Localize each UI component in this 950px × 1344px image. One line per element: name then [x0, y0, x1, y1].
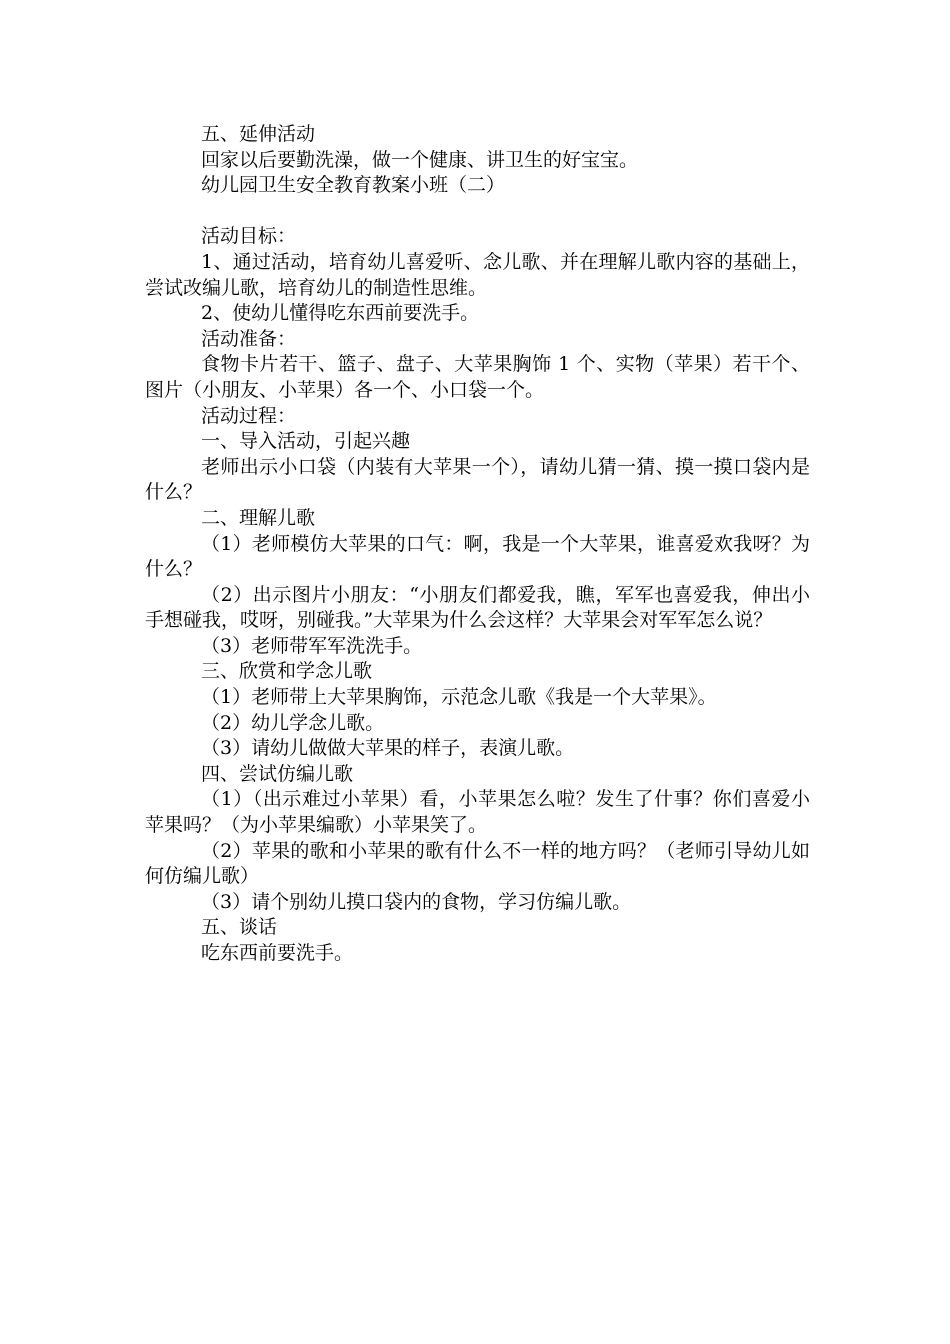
body-paragraph: 吃东西前要洗手。 [201, 942, 354, 964]
section-heading-activity-process: 活动过程： [201, 404, 297, 427]
list-item: （2）苹果的歌和小苹果的歌有什么不一样的地方吗？（老师引导幼儿如何仿编儿歌） [145, 839, 810, 888]
list-item: （1）（出示难过小苹果）看，小苹果怎么啦？发生了什事？你们喜爱小苹果吗？（为小苹果编歌）小苹果笑了。 [145, 788, 810, 837]
list-item: （2）出示图片小朋友：“小朋友们都爱我，瞧，军军也喜爱我，伸出小手想碰我，哎呀，别碰我。”大苹果为什么会这样？大苹果会对军军怎么说？ [145, 583, 810, 632]
section-heading-activity-preparation: 活动准备： [201, 327, 297, 350]
goal-item-2: 2、使幼儿懂得吃东西前要洗手。 [201, 302, 480, 325]
preparation-paragraph: 食物卡片若干、篮子、盘子、大苹果胸饰 1 个、实物（苹果）若干个、图片（小朋友、小苹果）各一个、小口袋一个。 [145, 353, 810, 401]
list-item: （1）老师模仿大苹果的口气：啊，我是一个大苹果，谁喜爱欢我呀？为什么？ [145, 532, 810, 581]
list-item: （3）老师带军军洗洗手。 [201, 634, 423, 657]
step-heading-talk: 五、谈话 [201, 916, 278, 939]
section-heading-extension-activity: 五、延伸活动 [201, 123, 316, 145]
list-item: （1）老师带上大苹果胸饰，示范念儿歌《我是一个大苹果》。 [201, 686, 717, 709]
list-item: （3）请个别幼儿摸口袋内的食物，学习仿编儿歌。 [201, 890, 632, 913]
document-body [145, 122, 810, 967]
step-heading-introduction: 一、导入活动，引起兴趣 [201, 430, 411, 453]
step-heading-understand-rhyme: 二、理解儿歌 [201, 506, 316, 529]
body-paragraph: 老师出示小口袋（内装有大苹果一个），请幼儿猜一猜、摸一摸口袋内是什么？ [145, 455, 810, 504]
list-item: （3）请幼儿做做大苹果的样子，表演儿歌。 [201, 737, 575, 760]
goal-item-1: 1、通过活动，培育幼儿喜爱听、念儿歌、并在理解儿歌内容的基础上，尝试改编儿歌，培育幼儿的制造性思维。 [145, 250, 810, 299]
step-heading-appreciate-rhyme: 三、欣赏和学念儿歌 [201, 660, 373, 683]
document-title: 幼儿园卫生安全教育教案小班（二） [201, 174, 506, 197]
blank-line [145, 199, 810, 225]
step-heading-adapt-rhyme: 四、尝试仿编儿歌 [201, 762, 354, 785]
section-heading-activity-goals: 活动目标： [201, 225, 297, 248]
body-paragraph: 回家以后要勤洗澡，做一个健康、讲卫生的好宝宝。 [201, 148, 639, 171]
list-item: （2）幼儿学念儿歌。 [201, 711, 385, 734]
